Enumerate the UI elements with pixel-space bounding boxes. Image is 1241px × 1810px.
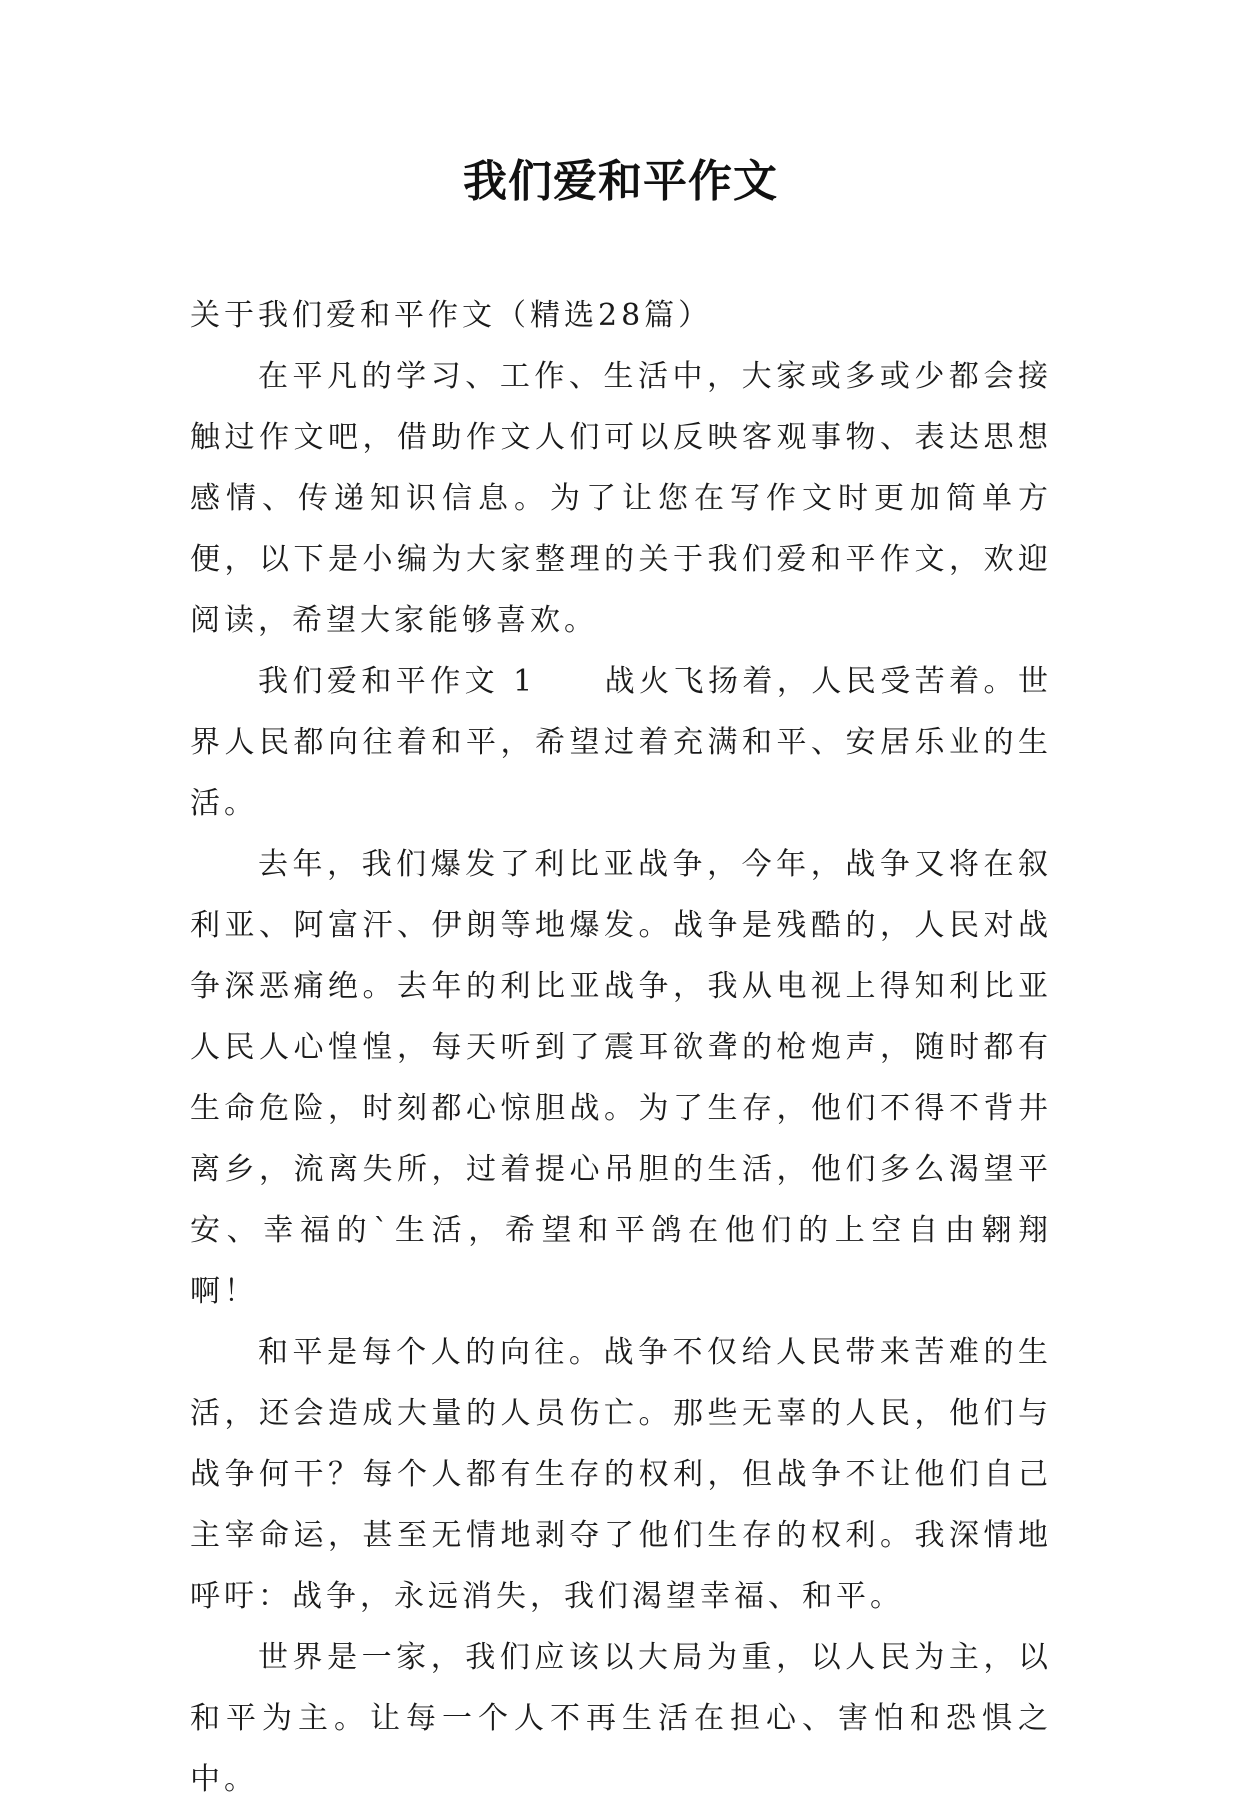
- essay-first-paragraph: [190, 651, 1052, 834]
- document-title: 我们爱和平作文: [463, 156, 778, 207]
- document-subtitle: 关于我们爱和平作文（精选28篇）: [190, 298, 713, 333]
- intro-paragraph: 在平凡的学习、工作、生活中，大家或多或少都会接触过作文吧，借助作文人们可以反映客观事物、表达思想感情、传递知识信息。为了让您在写作文时更加简单方便，以下是小编为大家整理的关于我们爱和平作文，欢迎阅读，希望大家能够喜欢。: [190, 359, 1052, 638]
- body-paragraph: 世界是一家，我们应该以大局为重，以人民为主，以和平为主。让每一个人不再生活在担心、害怕和恐惧之中。: [190, 1640, 1052, 1797]
- essay-heading: 我们爱和平作文 1: [258, 664, 537, 699]
- document-body: [190, 285, 1052, 1810]
- essay-first-paragraph-text: 战火飞扬着，人民受苦着。世界人民都向往着和平，希望过着充满和平、安居乐业的生活。: [190, 664, 1053, 821]
- body-paragraph: 和平是每个人的向往。战争不仅给人民带来苦难的生活，还会造成大量的人员伤亡。那些无辜的人民，他们与战争何干？每个人都有生存的权利，但战争不让他们自己主宰命运，甚至无情地剥夺了他们生存的权利。我深情地呼吁：战争，永远消失，我们渴望幸福、和平。: [190, 1335, 1052, 1614]
- body-paragraph: 去年，我们爆发了利比亚战争，今年，战争又将在叙利亚、阿富汗、伊朗等地爆发。战争是残酷的，人民对战争深恶痛绝。去年的利比亚战争，我从电视上得知利比亚人民人心惶惶，每天听到了震耳欲聋的枪炮声，随时都有生命危险，时刻都心惊胆战。为了生存，他们不得不背井离乡，流离失所，过着提心吊胆的生活，他们多么渴望平安、幸福的`生活，希望和平鸽在他们的上空自由翱翔啊！: [190, 847, 1052, 1309]
